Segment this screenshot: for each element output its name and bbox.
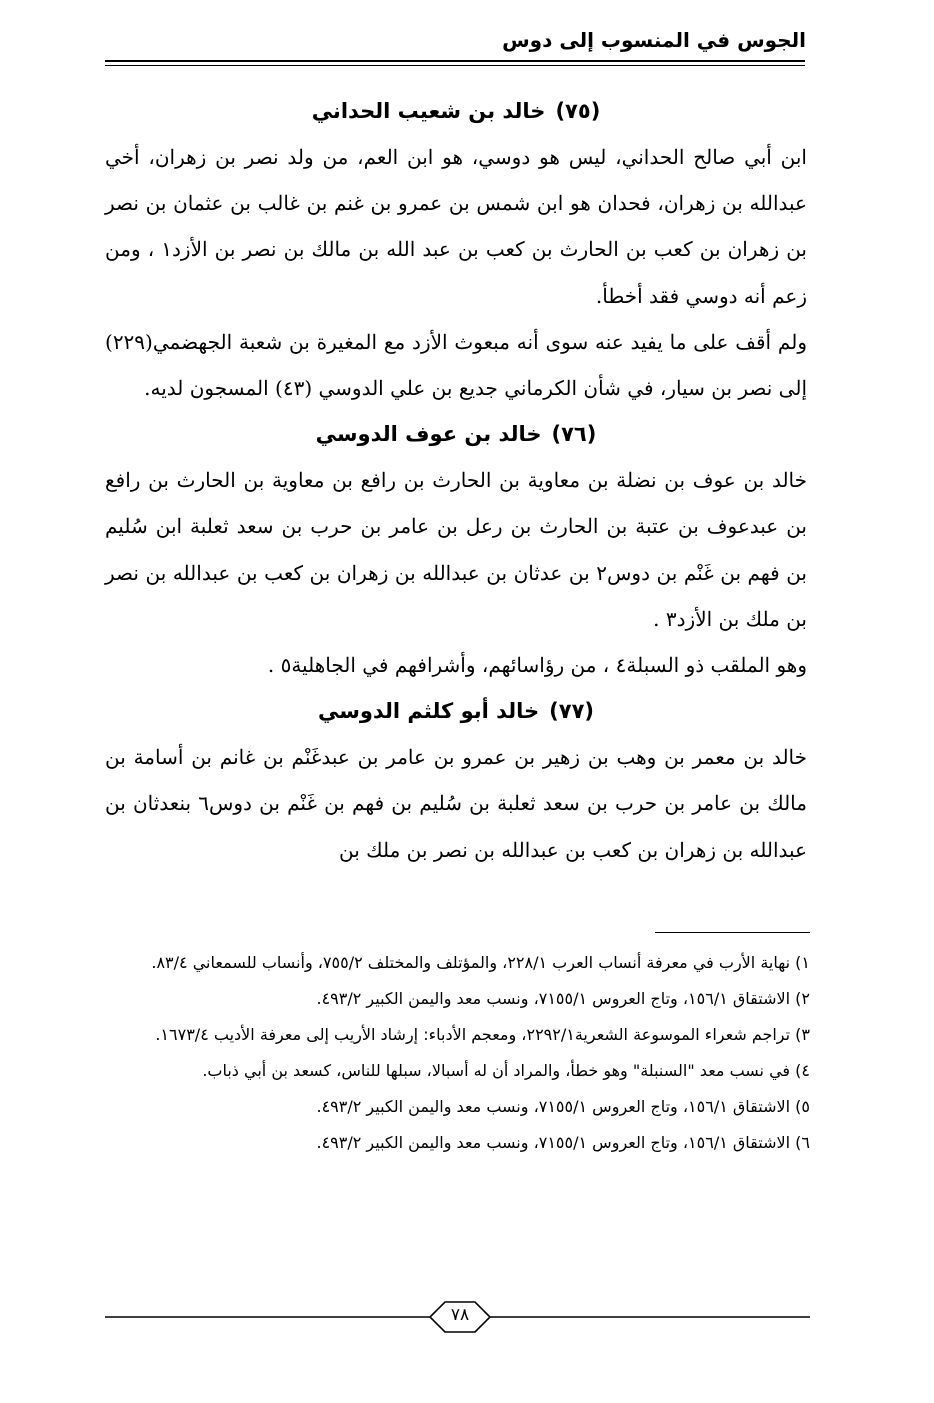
footnote: ٦) الاشتقاق ١٥٦/١، وتاج العروس ٧١٥٥/١، ونسب معد واليمن الكبير ٤٩٣/٢.	[316, 1133, 810, 1152]
section-title: خالد بن عوف الدوسي	[315, 422, 542, 447]
footnote: ١) نهاية الأرب في معرفة أنساب العرب ٢٢٨/١، والمؤتلف والمختلف ٧٥٥/٢، وأنساب للسمعاني ٨٣/٤.	[151, 953, 810, 972]
footnote: ٢) الاشتقاق ١٥٦/١، وتاج العروس ٧١٥٥/١، ونسب معد واليمن الكبير ٤٩٣/٢.	[316, 989, 810, 1008]
section-title: خالد بن شعيب الحداني	[311, 99, 546, 123]
footnote: ٤) في نسب معد "السنبلة" وهو خطأ، والمراد أن له أسبالا، سبلها للناس، كسعد بن أبي ذباب.	[202, 1061, 810, 1080]
running-head: الجوس في المنسوب إلى دوس	[502, 28, 806, 52]
footnote-separator	[655, 932, 810, 933]
section-number: (٧٧)	[549, 699, 595, 724]
paragraph: خالد بن معمر بن وهب بن زهير بن عمرو بن عامر بن عبدغَنْم بن غانم بن أسامة بن مالك بن عامر بن حرب بن سعد ثعلبة بن سُليم بن فهم بن غَنْم بن دوس٦ بنعدثان بن عبدالله بن زهران بن كعب بن عبدالله بن نصر بن ملك بن	[105, 745, 807, 862]
paragraph: خالد بن عوف بن نضلة بن معاوية بن الحارث بن رافع بن معاوية بن الحارث بن رافع بن عبدعوف بن عتبة بن الحارث بن رعل بن عامر بن حرب بن سعد ثعلبة ابن سُليم بن فهم بن غَنْم بن دوس٢ بن عدثان بن عبدالله بن زهران بن كعب بن عبدالله بن نصر بن ملك بن الأزد٣ .	[105, 468, 807, 631]
footnote: ٣) تراجم شعراء الموسوعة الشعرية٢٢٩٢/١، ومعجم الأدباء: إرشاد الأريب إلى معرفة الأديب ١٦٧٣/٤.	[155, 1025, 810, 1044]
section-number: (٧٥)	[555, 99, 601, 123]
section-title: خالد أبو كلثم الدوسي	[317, 699, 540, 724]
main-text	[105, 88, 807, 873]
header-rule	[105, 60, 805, 62]
section-heading-76	[105, 411, 807, 457]
paragraph: ابن أبي صالح الحداني، ليس هو دوسي، هو ابن العم، من ولد نصر بن زهران، أخي عبدالله بن زهران، فحدان هو ابن شمس بن عمرو بن غنم بن غالب بن عثمان بن نصر بن زهران بن كعب بن الحارث بن كعب بن عبد الله بن مالك بن نصر بن الأزد١ ، ومن زعم أنه دوسي فقد أخطأ.	[105, 145, 807, 308]
section-heading-75	[105, 88, 807, 134]
section-heading-77	[105, 688, 807, 734]
footnotes	[105, 948, 810, 1164]
page-number: ٧٨	[450, 1305, 470, 1325]
page-number-ornament	[105, 1300, 810, 1334]
footnote: ٥) الاشتقاق ١٥٦/١، وتاج العروس ٧١٥٥/١، ونسب معد واليمن الكبير ٤٩٣/٢.	[316, 1097, 810, 1116]
paragraph: ولم أقف على ما يفيد عنه سوى أنه مبعوث الأزد مع المغيرة بن شعبة الجهضمي(٢٢٩) إلى نصر بن سيار، في شأن الكرماني جديع بن علي الدوسي (٤٣) المسجون لديه.	[105, 329, 807, 401]
header-rule-thin	[105, 65, 805, 66]
section-number: (٧٦)	[551, 422, 597, 447]
paragraph: وهو الملقب ذو السبلة٤ ، من رؤاسائهم، وأشرافهم في الجاهلية٥ .	[267, 653, 807, 678]
